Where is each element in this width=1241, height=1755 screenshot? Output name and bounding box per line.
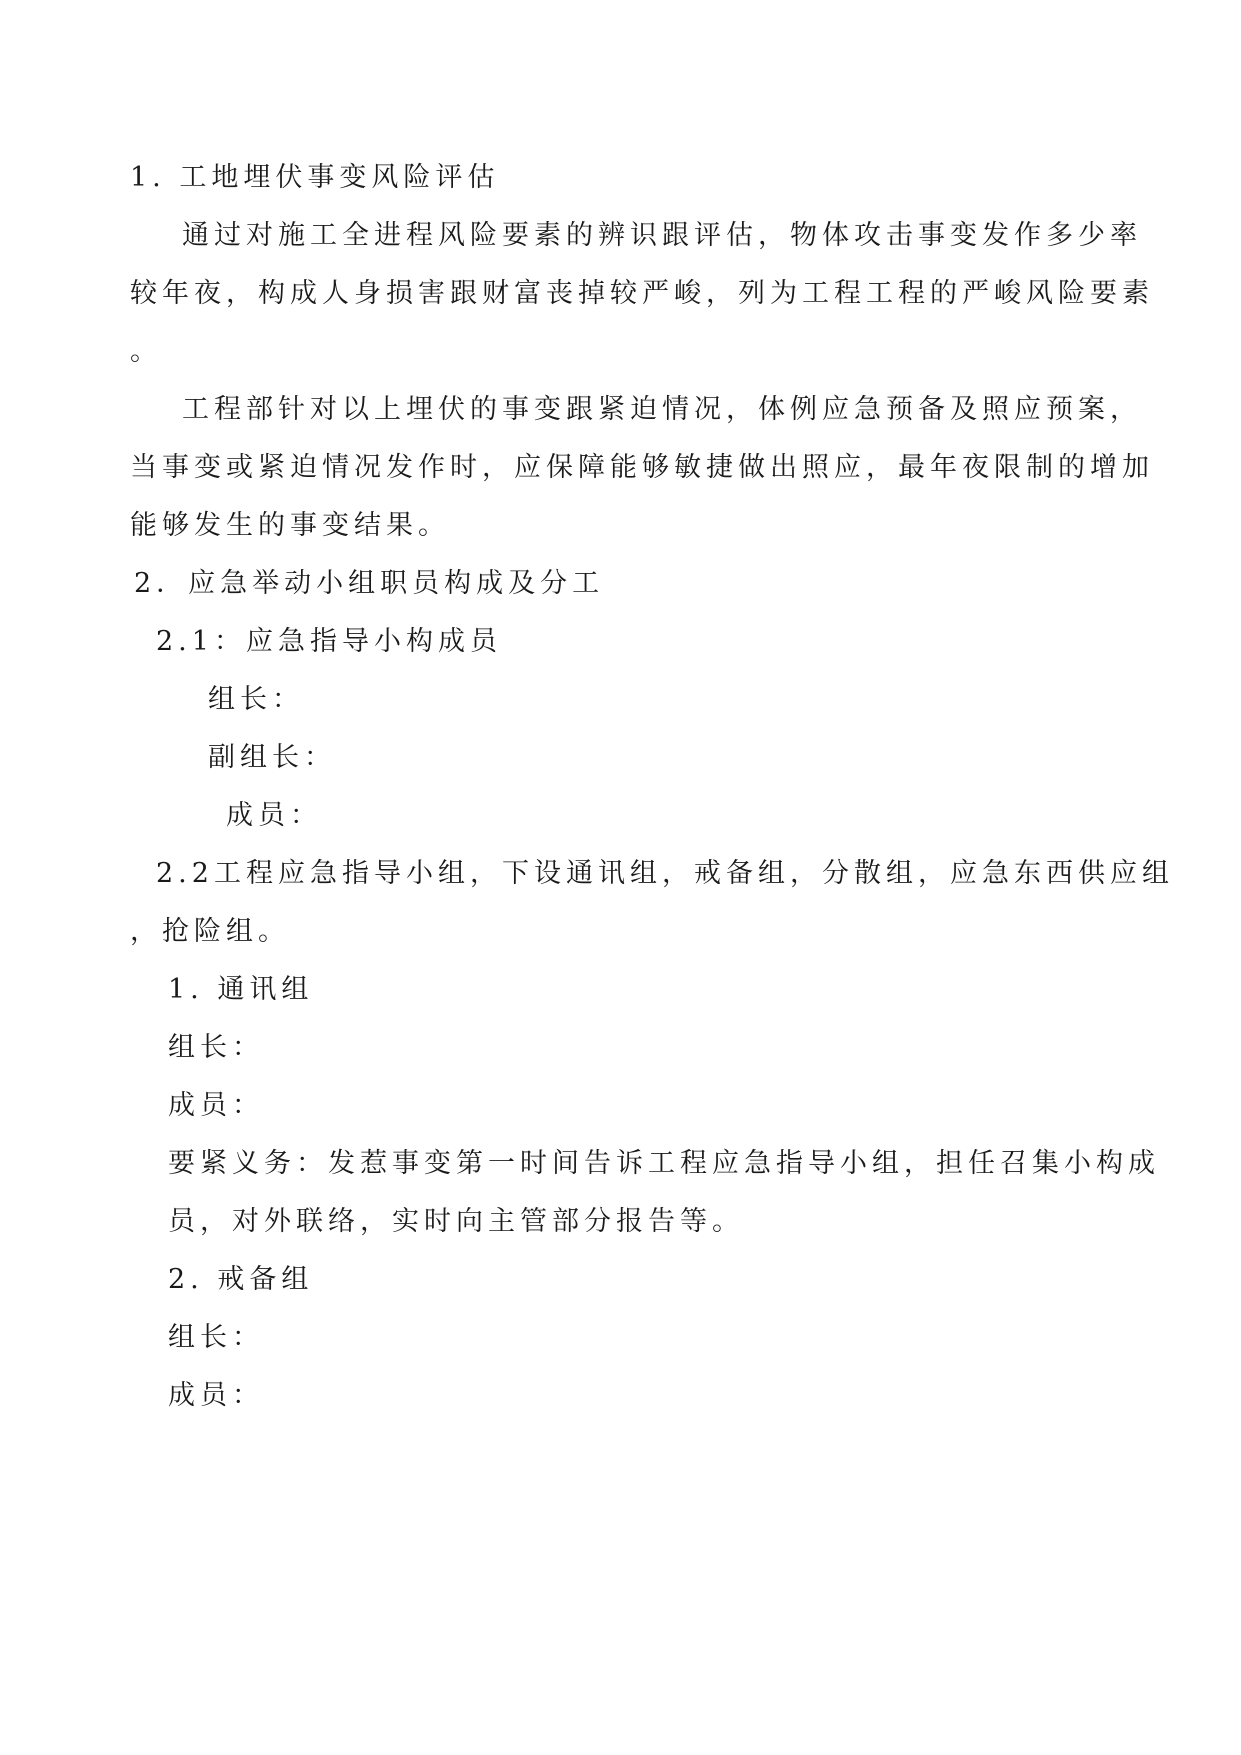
group2-members: 成员： xyxy=(168,1380,264,1411)
group2-title: 2. 戒备组 xyxy=(168,1264,314,1295)
sub2-line2: ，抢险组。 xyxy=(130,916,290,947)
sub1-deputy: 副组长： xyxy=(208,742,336,773)
para2-line3: 能够发生的事变结果。 xyxy=(130,510,450,541)
section2-heading: 2．应急举动小组职员构成及分工 xyxy=(134,568,605,599)
para2-line2: 当事变或紧迫情况发作时，应保障能够敏捷做出照应，最年夜限制的增加 xyxy=(130,452,1154,483)
para2-line1: 工程部针对以上埋伏的事变跟紧迫情况，体例应急预备及照应预案， xyxy=(182,394,1142,425)
group1-leader: 组长： xyxy=(168,1032,264,1063)
group1-duty-line2: 员，对外联络，实时向主管部分报告等。 xyxy=(168,1206,744,1237)
group1-title: 1. 通讯组 xyxy=(168,974,314,1005)
group2-leader: 组长： xyxy=(168,1322,264,1353)
para1-line1: 通过对施工全进程风险要素的辨识跟评估，物体攻击事变发作多少率 xyxy=(182,220,1142,251)
sub1-members: 成员： xyxy=(226,800,322,831)
sub1-leader: 组长： xyxy=(208,684,304,715)
sub1-heading: 2.1：应急指导小构成员 xyxy=(156,626,502,657)
sub2-line1: 2.2工程应急指导小组，下设通讯组，戒备组，分散组，应急东西供应组 xyxy=(156,858,1174,889)
para1-line3: 。 xyxy=(130,336,162,367)
group1-duty-line1: 要紧义务：发惹事变第一时间告诉工程应急指导小组，担任召集小构成 xyxy=(168,1148,1160,1179)
group1-members: 成员： xyxy=(168,1090,264,1121)
para1-line2: 较年夜，构成人身损害跟财富丧掉较严峻，列为工程工程的严峻风险要素 xyxy=(130,278,1154,309)
section1-heading: 1. 工地埋伏事变风险评估 xyxy=(130,162,500,193)
